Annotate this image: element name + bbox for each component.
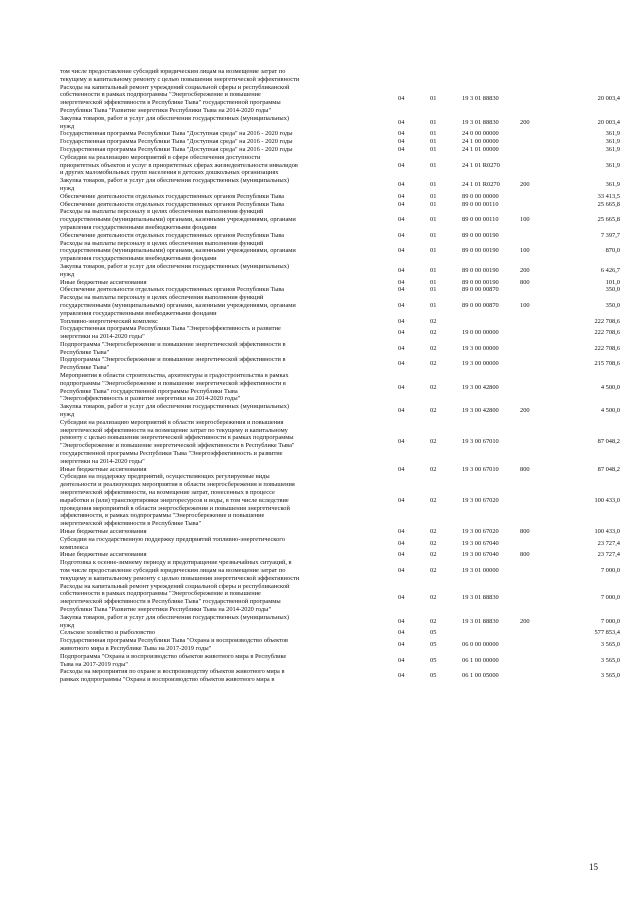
budget-table	[60, 68, 620, 684]
expense-type-code: 800	[520, 551, 530, 559]
target-article-code: 19 3 01 88830	[462, 594, 499, 602]
target-article-code: 19 3 00 42800	[462, 407, 499, 415]
target-article-code: 19 3 00 67020	[462, 496, 499, 504]
target-article-code: 24 1 00 00000	[462, 138, 499, 146]
target-article-code: 06 1 00 05000	[462, 672, 499, 680]
table-row	[60, 318, 620, 326]
table-row	[60, 403, 620, 419]
amount: 3 565,0	[600, 656, 620, 664]
subsection-code: 05	[430, 672, 437, 680]
amount: 870,0	[605, 247, 620, 255]
section-code: 04	[398, 344, 405, 352]
subsection-code: 01	[430, 301, 437, 309]
amount: 3 565,0	[600, 672, 620, 680]
section-code: 04	[398, 567, 405, 574]
section-code: 04	[398, 278, 405, 286]
target-article-code: 89 0 00 00190	[462, 278, 499, 286]
section-code: 04	[398, 118, 405, 126]
amount: 100 433,0	[594, 528, 620, 536]
table-row	[60, 138, 620, 146]
amount: 7 000,0	[600, 567, 620, 574]
table-row	[60, 372, 620, 403]
section-code: 04	[398, 496, 405, 504]
table-row	[60, 341, 620, 357]
table-row	[60, 279, 620, 287]
row-name: Государственная программа Республики Тыва "Доступная среда" на 2016 - 2020 годы	[60, 138, 293, 146]
amount: 7 000,0	[600, 617, 620, 625]
table-row	[60, 583, 620, 614]
subsection-code: 01	[430, 247, 437, 255]
target-article-code: 24 1 01 00000	[462, 145, 499, 153]
subsection-code: 01	[430, 286, 437, 294]
amount: 361,9	[605, 130, 620, 138]
row-name: Подпрограмма "Энергосбережение и повышение энергетической эффективности в Республике Тыва"	[60, 340, 286, 356]
target-article-code: 19 3 00 67040	[462, 551, 499, 559]
table-row	[60, 356, 620, 372]
subsection-code: 01	[430, 278, 437, 286]
section-code: 04	[398, 617, 405, 625]
section-code: 04	[398, 465, 405, 473]
subsection-code: 02	[430, 617, 437, 625]
subsection-code: 02	[430, 407, 437, 415]
subsection-code: 05	[430, 656, 437, 664]
row-name: том числе предоставление субсидий юридическим лицам на возмещение затрат по текущему и капитальному ремонту с целью повышения энергетической эффективности	[60, 68, 300, 83]
amount: 25 665,8	[597, 200, 620, 208]
section-code: 04	[398, 231, 405, 239]
subsection-code: 01	[430, 118, 437, 126]
subsection-code: 02	[430, 383, 437, 391]
row-name: Обеспечение деятельности отдельных государственных органов Республики Тыва	[60, 200, 285, 208]
target-article-code: 89 0 00 00870	[462, 301, 499, 309]
table-row	[60, 177, 620, 193]
section-code: 04	[398, 266, 405, 274]
target-article-code: 06 0 00 00000	[462, 641, 499, 649]
expense-type-code: 200	[520, 118, 530, 126]
amount: 361,9	[605, 181, 620, 189]
row-name: Государственная программа Республики Тыва "Охрана и воспроизводство объектов животного мира в Республике Тыва на 2017-2019 годы"	[60, 637, 289, 652]
amount: 215 708,6	[594, 360, 620, 368]
table-row	[60, 263, 620, 279]
row-name: Расходы на капитальный ремонт учреждений социальной сферы и республиканской собственности в рамках подпрограммы "Энергосбережение и повышение энергетической эффективности в Республике Тыва" государственной программы Республики Тыва "Развитие энергетики Республики Тыва на 2014-2020 годы"	[60, 582, 290, 613]
amount: 222 708,6	[594, 329, 620, 337]
subsection-code: 01	[430, 216, 437, 224]
target-article-code: 19 3 01 88830	[462, 118, 499, 126]
target-article-code: 19 3 00 00000	[462, 360, 499, 368]
section-code: 04	[398, 301, 405, 309]
amount: 3 565,0	[600, 641, 620, 649]
expense-type-code: 100	[520, 247, 530, 255]
row-name: Подпрограмма "Энергосбережение и повышение энергетической эффективности в Республике Тыва"	[60, 356, 286, 372]
row-name: Топливно-энергетический комплекс	[60, 317, 158, 325]
target-article-code: 19 3 00 67010	[462, 438, 499, 446]
row-name: Иные бюджетные ассигнования	[60, 528, 147, 536]
subsection-code: 02	[430, 438, 437, 446]
table-row	[60, 637, 620, 653]
row-name: Закупка товаров, работ и услуг для обеспечения государственных (муниципальных) нужд	[60, 403, 290, 419]
subsection-code: 01	[430, 192, 437, 200]
row-name: Государственная программа Республики Тыва "Энергоэффективность и развитие энергетики на 2014-2020 годы"	[60, 325, 281, 341]
row-name: Закупка товаров, работ и услуг для обеспечения государственных (муниципальных) нужд	[60, 262, 290, 278]
row-name: Субсидии на государственную поддержку предприятий топливно-энергетического комплекса	[60, 535, 285, 551]
table-row	[60, 528, 620, 536]
table-row	[60, 419, 620, 466]
amount: 7 397,7	[600, 231, 620, 239]
row-name: Иные бюджетные ассигнования	[60, 278, 147, 286]
amount: 100 433,0	[594, 496, 620, 504]
section-code: 04	[398, 247, 405, 255]
expense-type-code: 200	[520, 181, 530, 189]
target-article-code: 19 3 01 00000	[462, 567, 499, 574]
amount: 4 500,0	[600, 383, 620, 391]
table-row	[60, 325, 620, 341]
expense-type-code: 200	[520, 266, 530, 274]
section-code: 04	[398, 145, 405, 153]
section-code: 04	[398, 216, 405, 224]
table-row	[60, 146, 620, 154]
table-row	[60, 294, 620, 317]
row-name: Расходы на выплаты персоналу в целях обеспечения выполнения функций государственными (муниципальными) органами, казенными учреждениями, органами управления государственными внебюджетными фондами	[60, 208, 296, 231]
table-row	[60, 286, 620, 294]
row-name: Иные бюджетные ассигнования	[60, 551, 147, 559]
row-name: Обеспечение деятельности отдельных государственных органов Республики Тыва	[60, 231, 285, 239]
expense-type-code: 200	[520, 407, 530, 415]
section-code: 04	[398, 656, 405, 664]
subsection-code: 05	[430, 641, 437, 649]
section-code: 04	[398, 672, 405, 680]
subsection-code: 01	[430, 231, 437, 239]
row-name: Субсидии на поддержку предприятий, осуществляющих регулируемые виды деятельности и реализующих мероприятия в области энергосбережения и повышения энергетической эффективности, на возмещение затрат, понесенных в процессе выработки и (или) транспортировки энергоресурсов и воды, в том числе вследствие проведения мероприятий в области энергосбережения и повышения энергетической эффективности, в рамках подпрограммы "Энергосбережение и повышение энергетической эффективности в Республике Тыва"	[60, 473, 295, 528]
table-row	[60, 653, 620, 669]
table-row	[60, 115, 620, 131]
section-code: 04	[398, 383, 405, 391]
target-article-code: 19 3 00 00000	[462, 344, 499, 352]
subsection-code: 02	[430, 528, 437, 536]
target-article-code: 89 0 00 00000	[462, 192, 499, 200]
subsection-code: 02	[430, 360, 437, 368]
amount: 7 000,0	[600, 594, 620, 602]
row-name: Закупка товаров, работ и услуг для обеспечения государственных (муниципальных) нужд	[60, 613, 290, 629]
amount: 350,0	[605, 301, 620, 309]
section-code: 04	[398, 641, 405, 649]
row-name: Подпрограмма "Охрана и воспроизводство объектов животного мира в Республике Тыва на 2017-2019 годы"	[60, 652, 287, 668]
subsection-code: 01	[430, 145, 437, 153]
section-code: 04	[398, 200, 405, 208]
table-row	[60, 193, 620, 201]
table-row	[60, 154, 620, 177]
section-code: 04	[398, 594, 405, 602]
target-article-code: 24 1 01 R0270	[462, 161, 500, 169]
expense-type-code: 100	[520, 301, 530, 309]
section-code: 04	[398, 95, 405, 103]
target-article-code: 89 0 00 00190	[462, 266, 499, 274]
row-name: Субсидии на реализацию мероприятий в области энергосбережения и повышения энергетической эффективности на возмещение затрат по текущему и капитальному ремонту с целью повышения энергетической эффективности в рамках подпрограммы "Энергосбережение и повышение энергетической эффективности в Республике Тыва" государственной программы Республики Тыва "Энергоэффективность и развитие энергетики на 2014-2020 годы"	[60, 418, 295, 465]
table-row	[60, 84, 620, 115]
amount: 20 003,4	[597, 95, 620, 103]
target-article-code: 19 0 00 00000	[462, 329, 499, 337]
subsection-code: 01	[430, 266, 437, 274]
subsection-code: 02	[430, 329, 437, 337]
subsection-code: 01	[430, 130, 437, 138]
section-code: 04	[398, 317, 405, 325]
expense-type-code: 800	[520, 465, 530, 473]
amount: 577 853,4	[594, 629, 620, 637]
table-row	[60, 629, 620, 637]
subsection-code: 01	[430, 181, 437, 189]
row-name: Государственная программа Республики Тыва "Доступная среда" на 2016 - 2020 годы	[60, 130, 293, 138]
table-row	[60, 473, 620, 528]
amount: 25 665,8	[597, 216, 620, 224]
target-article-code: 19 3 00 42800	[462, 383, 499, 391]
subsection-code: 02	[430, 317, 437, 325]
table-row	[60, 130, 620, 138]
row-name: Расходы на капитальный ремонт учреждений социальной сферы и республиканской собственности в рамках подпрограммы "Энергосбережение и повышение энергетической эффективности в Республике Тыва" государственной программы Республики Тыва "Развитие энергетики Республики Тыва на 2014-2020 годы"	[60, 83, 290, 114]
target-article-code: 89 0 00 00190	[462, 247, 499, 255]
table-row	[60, 466, 620, 474]
target-article-code: 06 1 00 00000	[462, 656, 499, 664]
expense-type-code: 100	[520, 216, 530, 224]
subsection-code: 01	[430, 200, 437, 208]
subsection-code: 02	[430, 551, 437, 559]
expense-type-code: 800	[520, 278, 530, 286]
amount: 20 003,4	[597, 118, 620, 126]
amount: 361,9	[605, 138, 620, 146]
amount: 87 048,2	[597, 438, 620, 446]
subsection-code: 01	[430, 161, 437, 169]
subsection-code: 02	[430, 496, 437, 504]
target-article-code: 89 0 00 00190	[462, 231, 499, 239]
subsection-code: 01	[430, 95, 437, 103]
section-code: 04	[398, 528, 405, 536]
table-row	[60, 551, 620, 559]
table-row	[60, 559, 620, 582]
row-name: Закупка товаров, работ и услуг для обеспечения государственных (муниципальных) нужд	[60, 177, 290, 192]
amount: 222 708,6	[594, 344, 620, 352]
amount: 4 500,0	[600, 407, 620, 415]
table-row	[60, 536, 620, 552]
section-code: 04	[398, 438, 405, 446]
row-name: Закупка товаров, работ и услуг для обеспечения государственных (муниципальных) нужд	[60, 114, 290, 130]
table-row	[60, 201, 620, 209]
section-code: 04	[398, 130, 405, 138]
subsection-code: 02	[430, 594, 437, 602]
row-name: Мероприятия в области строительства, архитектуры и градостроительства в рамках подпрограммы "Энергосбережение и повышение энергетической эффективности в Республике Тыва" государственной программы Республики Тыва "Энергоэффективность и развитие энергетики на 2014-2020 годы"	[60, 372, 289, 403]
row-name: Расходы на выплаты персоналу в целях обеспечения выполнения функций государственными (муниципальными) органами, казенными учреждениями, органами управления государственными внебюджетными фондами	[60, 294, 296, 317]
row-name: Государственная программа Республики Тыва "Доступная среда" на 2016 - 2020 годы	[60, 145, 293, 153]
subsection-code: 05	[430, 629, 437, 637]
section-code: 04	[398, 192, 405, 200]
amount: 87 048,2	[597, 465, 620, 473]
subsection-code: 02	[430, 465, 437, 473]
target-article-code: 24 0 00 00000	[462, 130, 499, 138]
amount: 6 426,7	[600, 266, 620, 274]
amount: 23 727,4	[597, 551, 620, 559]
row-name: Сельское хозяйство и рыболовство	[60, 629, 156, 637]
subsection-code: 02	[430, 344, 437, 352]
section-code: 04	[398, 539, 405, 547]
row-name: Обеспечение деятельности отдельных государственных органов Республики Тыва	[60, 192, 285, 200]
amount: 33 413,5	[597, 192, 620, 200]
table-row	[60, 68, 620, 84]
amount: 350,0	[605, 286, 620, 294]
table-row	[60, 668, 620, 684]
section-code: 04	[398, 551, 405, 559]
section-code: 04	[398, 286, 405, 294]
row-name: Иные бюджетные ассигнования	[60, 465, 147, 473]
target-article-code: 19 3 00 67020	[462, 528, 499, 536]
target-article-code: 19 3 01 88830	[462, 95, 499, 103]
row-name: Расходы на мероприятия по охране и воспроизводству объектов животного мира в рамках подпрограммы "Охрана и воспроизводство объектов животного мира в	[60, 668, 285, 684]
amount: 361,9	[605, 161, 620, 169]
subsection-code: 02	[430, 567, 437, 574]
row-name: Субсидии на реализацию мероприятий в сфере обеспечения доступности приоритетных объектов и услуг в приоритетных сферах жизнедеятельности инвалидов и других маломобильных групп населения в детских дошкольных организациях	[60, 153, 298, 177]
section-code: 04	[398, 329, 405, 337]
section-code: 04	[398, 360, 405, 368]
section-code: 04	[398, 161, 405, 169]
table-row	[60, 232, 620, 240]
row-name: Расходы на выплаты персоналу в целях обеспечения выполнения функций государственными (муниципальными) органами, казенными учреждениями, органами управления государственными внебюджетными фондами	[60, 239, 296, 263]
table-row	[60, 240, 620, 263]
target-article-code: 89 0 00 00110	[462, 216, 499, 224]
target-article-code: 24 1 01 R0270	[462, 181, 500, 189]
section-code: 04	[398, 407, 405, 415]
section-code: 04	[398, 629, 405, 637]
subsection-code: 01	[430, 138, 437, 146]
amount: 222 708,6	[594, 317, 620, 325]
section-code: 04	[398, 138, 405, 146]
amount: 23 727,4	[597, 539, 620, 547]
target-article-code: 19 3 01 88830	[462, 617, 499, 625]
expense-type-code: 200	[520, 617, 530, 625]
row-name: Обеспечение деятельности отдельных государственных органов Республики Тыва	[60, 286, 285, 294]
expense-type-code: 800	[520, 528, 530, 536]
target-article-code: 19 3 00 67010	[462, 465, 499, 473]
row-name: Подготовка к осенне-зимнему периоду и предотвращение чрезвычайных ситуаций, в том числе предоставление субсидий юридическим лицам на возмещение затрат по текущему и капитальному ремонту с целью повышения энергетической эффективности	[60, 559, 300, 582]
target-article-code: 19 3 00 67040	[462, 539, 499, 547]
table-row	[60, 208, 620, 231]
section-code: 04	[398, 181, 405, 189]
target-article-code: 89 0 00 00870	[462, 286, 499, 294]
page-number: 15	[589, 862, 598, 872]
target-article-code: 89 0 00 00110	[462, 200, 499, 208]
table-row	[60, 614, 620, 630]
subsection-code: 02	[430, 539, 437, 547]
amount: 101,0	[605, 278, 620, 286]
amount: 361,9	[605, 145, 620, 153]
